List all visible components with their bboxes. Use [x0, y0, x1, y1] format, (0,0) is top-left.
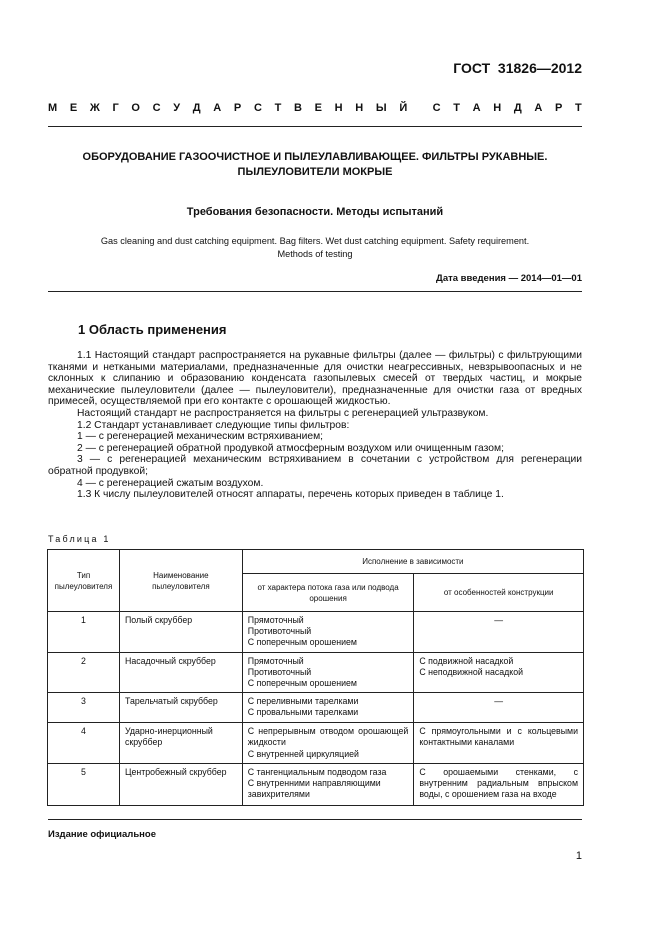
document-title [48, 150, 582, 180]
cell-line: С неподвижной насадкой [419, 666, 524, 677]
table-row [48, 693, 584, 723]
cell-flow [242, 723, 414, 764]
standard-banner [48, 102, 582, 114]
table-row [48, 763, 584, 805]
cell-name: Тарельчатый скруббер [119, 693, 242, 723]
banner-letter: С [253, 102, 262, 114]
english-title [48, 235, 582, 261]
document-subtitle: Требования безопасности. Методы испытаний [186, 206, 444, 218]
table-row [48, 612, 584, 653]
cell-design [414, 763, 584, 805]
cell-line: С провальными тарелками [247, 707, 359, 718]
cell-design [414, 652, 584, 693]
paragraph: 1.2 Стандарт устанавливает следующие типы фильтров: [77, 419, 350, 431]
section-body [48, 350, 582, 501]
cell-type: 5 [48, 763, 120, 805]
table-row [48, 652, 584, 693]
cell-flow [242, 612, 414, 653]
cell-line: Противоточный [247, 666, 312, 677]
middle-divider [48, 291, 582, 292]
cell-line: С поперечным орошением [247, 637, 357, 648]
cell-line: С тангенциальным подводом газа [247, 766, 387, 777]
cell-name: Полый скруббер [119, 612, 242, 653]
list-item: 4 — с регенерацией сжатым воздухом. [77, 477, 264, 489]
cell-line: С внутренней циркуляцией [247, 748, 359, 759]
banner-letter: Ы [375, 102, 387, 114]
cell-type: 2 [48, 652, 120, 693]
banner-letter: У [173, 102, 181, 114]
cell-line: Прямоточный [247, 615, 304, 625]
banner-letter: Н [355, 102, 364, 114]
cell-line: Противоточный [247, 626, 312, 637]
cell-flow [242, 693, 414, 723]
title-line-1: ОБОРУДОВАНИЕ ГАЗООЧИСТНОЕ И ПЫЛЕУЛАВЛИВАЮЩЕЕ. ФИЛЬТРЫ РУКАВНЫЕ. [82, 151, 548, 163]
cell-line: С внутренними направляющими завихрителями [247, 778, 381, 800]
banner-letter: Й [399, 102, 408, 114]
banner-letter: С [152, 102, 161, 114]
banner-letter: Д [513, 102, 522, 114]
banner-letter: М [48, 102, 58, 114]
banner-letter: А [213, 102, 222, 114]
banner-letter: Т [453, 102, 460, 114]
banner-letter: Ж [89, 102, 100, 114]
cell-type: 4 [48, 723, 120, 764]
header-name: Наименование пылеуловителя [119, 550, 242, 612]
banner-letter: Р [233, 102, 242, 114]
paragraph: Настоящий стандарт не распространяется на фильтры с регенерацией ультразвуком. [77, 407, 489, 419]
english-title-line-2: Methods of testing [277, 249, 353, 259]
cell-line: С поперечным орошением [247, 678, 357, 689]
banner-letter: Н [334, 102, 343, 114]
cell-type: 3 [48, 693, 120, 723]
header-design: от особенностей конструкции [414, 574, 584, 612]
header-flow: от характера потока газа или подвода орошения [242, 574, 414, 612]
banner-letter: Р [554, 102, 563, 114]
paragraph: 1.3 К числу пылеуловителей относят аппараты, перечень которых приведен в таблице 1. [77, 489, 504, 501]
cell-line: С подвижной насадкой [419, 655, 514, 666]
header-type: Тип пылеуловителя [48, 550, 120, 612]
cell-flow [242, 652, 414, 693]
list-item: 1 — с регенерацией механическим встряхиванием; [77, 431, 324, 443]
cell-design [414, 723, 584, 764]
banner-letter: В [293, 102, 302, 114]
paragraph: 1.1 Настоящий стандарт распространяется на рукавные фильтры (далее — фильтры) с фильтрующими тканями и неткаными материалами, предназначенные для очистки неагрессивных, невзрывоопасных и не склонных к слипанию и образованию конденсата газопылевых смесей от твердых частиц, и мокрые механические пылеуловители (далее — пылеуловители), предназначенные для очистки газа от вредных примесей, осуществляемой при его контакте с орошающей жидкостью. [48, 350, 582, 408]
title-line-2: ПЫЛЕУЛОВИТЕЛИ МОКРЫЕ [237, 166, 393, 178]
banner-letter: С [432, 102, 441, 114]
list-item: 2 — с регенерацией обратной продувкой атмосферным воздухом или очищенным газом; [77, 442, 504, 454]
cell-line: С непрерывным отводом орошающей жидкости [247, 726, 409, 748]
banner-letter: Т [274, 102, 282, 114]
dust-collector-table [47, 549, 584, 806]
section-heading: 1 Область применения [78, 322, 227, 337]
banner-letter: Н [493, 102, 502, 114]
edition-note: Издание официальное [48, 829, 156, 840]
cell-name: Ударно-инерционный скруббер [119, 723, 242, 764]
banner-letter: Г [112, 102, 119, 114]
bottom-divider [48, 819, 582, 820]
cell-type: 1 [48, 612, 120, 653]
cell-design [414, 693, 584, 723]
cell-line: Прямоточный [247, 655, 304, 666]
cell-line: С орошаемыми стенками, с внутренним радиальным впрыском воды, с орошением газа на входе [419, 766, 578, 800]
banner-letter: Д [192, 102, 201, 114]
list-item: 3 — с регенерацией механическим встряхиванием в сочетании с устройством для регенерации обратной продувкой; [48, 454, 582, 477]
banner-letter: О [131, 102, 140, 114]
cell-line: С переливными тарелками [247, 696, 359, 707]
cell-line: — [494, 696, 504, 707]
cell-line: С прямоугольными и с кольцевыми контактными каналами [419, 726, 578, 748]
cell-design [414, 612, 584, 653]
top-divider [48, 126, 582, 127]
document-code: ГОСТ 31826—2012 [453, 60, 582, 76]
table-row [48, 723, 584, 764]
effective-date: Дата введения — 2014—01—01 [436, 273, 582, 284]
banner-letter: Т [575, 102, 582, 114]
english-title-line-1: Gas cleaning and dust catching equipment. Bag filters. Wet dust catching equipment. Safety requirement. [100, 236, 530, 246]
page-number: 1 [575, 850, 582, 862]
cell-name: Насадочный скруббер [119, 652, 242, 693]
banner-letter: Е [69, 102, 78, 114]
cell-name: Центробежный скруббер [119, 763, 242, 805]
header-group: Исполнение в зависимости [242, 550, 583, 574]
table-caption: Таблица 1 [48, 534, 111, 544]
banner-letter: А [472, 102, 481, 114]
banner-letter: А [534, 102, 543, 114]
banner-letter: Е [314, 102, 322, 114]
cell-line: — [494, 615, 504, 625]
cell-flow [242, 763, 414, 805]
